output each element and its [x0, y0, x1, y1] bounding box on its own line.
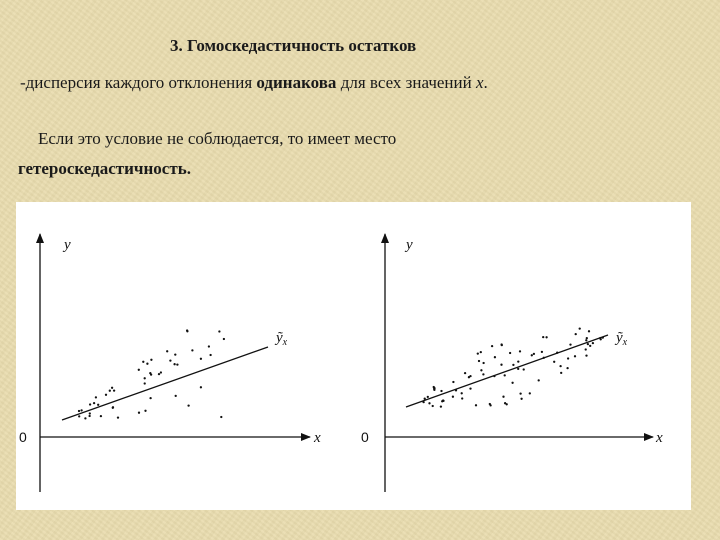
scatter-figure	[16, 202, 691, 510]
right-scatter-point	[455, 389, 457, 391]
left-scatter-point	[78, 415, 80, 417]
left-line-label-main: ỹ	[276, 330, 283, 346]
left-scatter-point	[117, 416, 119, 418]
definition-end: .	[483, 73, 488, 92]
left-scatter-point	[109, 390, 111, 392]
left-scatter-point	[97, 404, 99, 406]
right-scatter-point	[543, 357, 545, 359]
right-scatter-point	[482, 373, 484, 375]
right-x-label: x	[656, 430, 663, 446]
left-scatter-point	[149, 372, 151, 374]
left-scatter-point	[169, 359, 171, 361]
left-scatter-point	[138, 412, 140, 414]
right-scatter-point	[501, 344, 503, 346]
right-scatter-point	[428, 402, 430, 404]
left-scatter-point	[208, 345, 210, 347]
definition-prefix: -дисперсия каждого отклонения	[20, 73, 257, 92]
condition-line: Если это условие не соблюдается, то имеет место	[38, 129, 397, 148]
left-scatter-point	[166, 350, 168, 352]
right-scatter-point	[512, 364, 514, 366]
right-scatter-point	[585, 348, 587, 350]
right-scatter-point	[440, 405, 442, 407]
left-scatter-point	[149, 397, 151, 399]
right-line-label	[614, 330, 628, 348]
left-y-label: y	[64, 237, 71, 253]
definition-variable: x	[475, 73, 484, 92]
right-scatter-point	[475, 404, 477, 406]
right-line-label-main: ỹ	[616, 330, 623, 346]
left-line-label-sub: x	[282, 337, 288, 348]
left-scatter-point	[146, 363, 148, 365]
left-scatter-point	[93, 402, 95, 404]
right-scatter-point	[517, 360, 519, 362]
right-origin-label: 0	[361, 429, 369, 445]
right-scatter-point	[480, 351, 482, 353]
right-scatter-point	[517, 368, 519, 370]
right-scatter-point	[461, 392, 463, 394]
right-plot	[361, 234, 663, 492]
right-scatter-point	[469, 375, 471, 377]
right-line-label-sub: x	[622, 337, 628, 348]
left-plot	[19, 234, 321, 492]
left-scatter-point	[173, 363, 175, 365]
left-x-label: x	[314, 430, 321, 446]
left-scatter-point	[174, 353, 176, 355]
right-scatter-point	[511, 382, 513, 384]
right-scatter-point	[542, 336, 544, 338]
right-scatter-point	[538, 379, 540, 381]
right-scatter-point	[520, 398, 522, 400]
right-scatter-point	[602, 336, 604, 338]
right-regression-line	[406, 335, 608, 407]
definition-bold: одинакова	[256, 73, 337, 92]
right-scatter-point	[424, 398, 426, 400]
right-scatter-point	[600, 338, 602, 340]
left-origin-label: 0	[19, 429, 27, 445]
left-scatter-point	[220, 416, 222, 418]
left-scatter-point	[112, 406, 114, 408]
left-regression-line	[62, 347, 268, 420]
right-scatter-point	[432, 405, 434, 407]
right-scatter-point	[422, 401, 424, 403]
left-scatter-point	[209, 354, 211, 356]
right-scatter-point	[480, 369, 482, 371]
right-scatter-point	[588, 330, 590, 332]
left-scatter-point	[113, 389, 115, 391]
right-scatter-point	[589, 345, 591, 347]
right-scatter-point	[574, 355, 576, 357]
right-scatter-point	[569, 343, 571, 345]
right-scatter-point	[559, 365, 561, 367]
left-scatter-point	[144, 410, 146, 412]
right-scatter-point	[491, 345, 493, 347]
left-scatter-point	[100, 415, 102, 417]
right-scatter-point	[504, 374, 506, 376]
left-scatter-point	[150, 359, 152, 361]
left-scatter-point	[80, 409, 82, 411]
right-scatter-point	[533, 353, 535, 355]
right-scatter-point	[553, 361, 555, 363]
right-scatter-point	[452, 381, 454, 383]
right-y-label: y	[406, 237, 413, 253]
left-scatter-point	[89, 412, 91, 414]
right-scatter-point	[489, 403, 491, 405]
right-scatter-point	[566, 367, 568, 369]
right-scatter-point	[567, 357, 569, 359]
right-scatter-point	[587, 343, 589, 345]
right-scatter-point	[585, 354, 587, 356]
right-scatter-point	[575, 333, 577, 335]
right-scatter-point	[469, 387, 471, 389]
right-scatter-point	[523, 368, 525, 370]
right-scatter-point	[509, 352, 511, 354]
right-scatter-point	[592, 342, 594, 344]
left-scatter-point	[111, 387, 113, 389]
right-scatter-point	[478, 360, 480, 362]
right-scatter-point	[427, 396, 429, 398]
left-scatter-point	[175, 395, 177, 397]
right-scatter-point	[442, 399, 444, 401]
right-scatter-point	[482, 362, 484, 364]
right-scatter-point	[560, 372, 562, 374]
right-scatter-points	[422, 327, 603, 407]
left-scatter-point	[144, 377, 146, 379]
right-scatter-point	[585, 339, 587, 341]
right-scatter-point	[531, 354, 533, 356]
right-scatter-point	[519, 350, 521, 352]
left-scatter-point	[160, 371, 162, 373]
left-line-label	[274, 330, 288, 348]
right-scatter-point	[545, 336, 547, 338]
left-scatter-point	[186, 330, 188, 332]
right-scatter-point	[506, 403, 508, 405]
right-scatter-point	[502, 396, 504, 398]
left-scatter-point	[88, 415, 90, 417]
left-scatter-point	[89, 403, 91, 405]
left-scatter-point	[105, 394, 107, 396]
right-scatter-point	[494, 356, 496, 358]
right-scatter-point	[493, 375, 495, 377]
left-scatter-point	[95, 396, 97, 398]
left-scatter-point	[78, 410, 80, 412]
right-scatter-point	[433, 387, 435, 389]
right-scatter-point	[461, 397, 463, 399]
left-scatter-point	[142, 361, 144, 363]
right-scatter-point	[500, 364, 502, 366]
slide-title: 3. Гомоскедастичность остатков	[170, 36, 417, 55]
left-scatter-point	[187, 404, 189, 406]
right-scatter-point	[529, 392, 531, 394]
left-scatter-point	[158, 373, 160, 375]
right-scatter-point	[477, 352, 479, 354]
left-scatter-point	[218, 330, 220, 332]
right-scatter-point	[556, 352, 558, 354]
right-scatter-point	[464, 372, 466, 374]
right-scatter-point	[579, 327, 581, 329]
definition-mid: для всех значений	[336, 73, 476, 92]
left-scatter-point	[138, 369, 140, 371]
right-scatter-point	[452, 396, 454, 398]
right-scatter-point	[541, 351, 543, 353]
left-scatter-point	[223, 338, 225, 340]
heteroscedasticity-term: гетероскедастичность.	[18, 159, 191, 178]
left-scatter-point	[84, 417, 86, 419]
left-scatter-point	[176, 363, 178, 365]
right-scatter-point	[586, 337, 588, 339]
left-scatter-point	[200, 386, 202, 388]
right-scatter-point	[440, 390, 442, 392]
left-scatter-point	[144, 382, 146, 384]
left-scatter-point	[191, 349, 193, 351]
definition-line	[20, 73, 488, 93]
left-scatter-point	[200, 358, 202, 360]
right-scatter-point	[519, 392, 521, 394]
figure-svg	[16, 202, 691, 510]
